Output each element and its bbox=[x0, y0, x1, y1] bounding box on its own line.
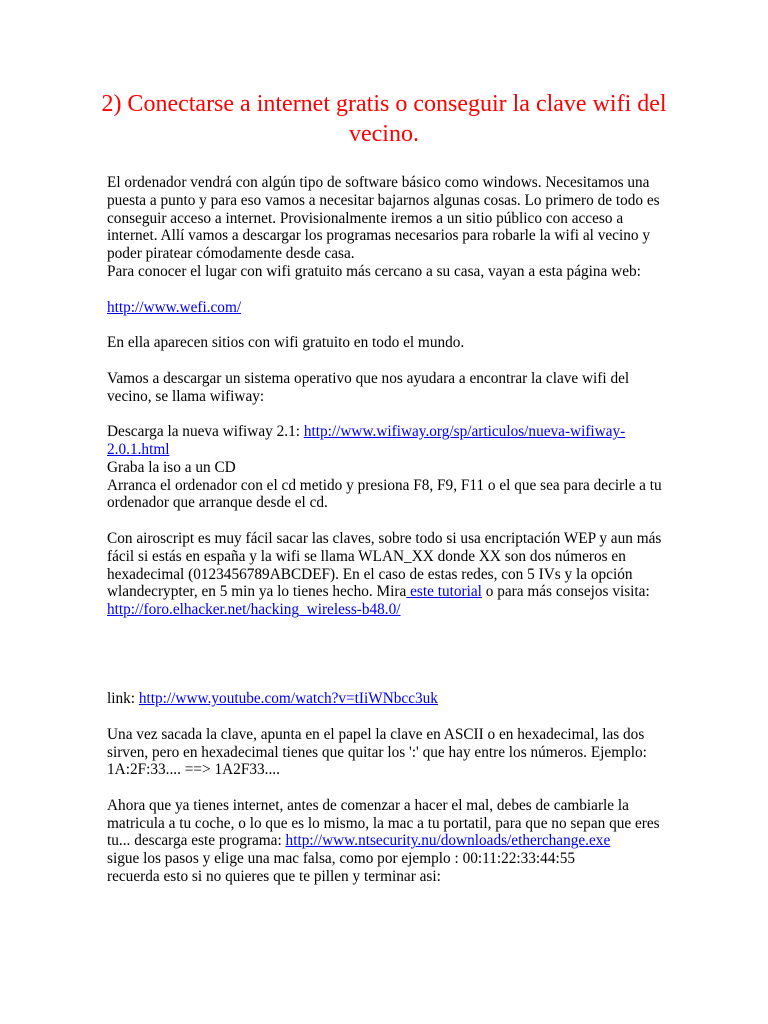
paragraph-wifiway-intro: Vamos a descargar un sistema operativo que nos ayudara a encontrar la clave wifi del vecino, se llama wifiway: bbox=[107, 369, 630, 405]
paragraph-wifi-location: Para conocer el lugar con wifi gratuito más cercano a su casa, vayan a esta página web: bbox=[107, 262, 641, 280]
document-title: 2) Conectarse a internet gratis o conseguir la clave wifi del vecino. bbox=[101, 91, 667, 147]
paragraph-fake-mac: sigue los pasos y elige una mac falsa, como por ejemplo : 00:11:22:33:44:55 bbox=[107, 850, 576, 868]
paragraph-change-mac bbox=[107, 797, 667, 850]
paragraph-intro: El ordenador vendrá con algún tipo de software básico como windows. Necesitamos una puesta a punto y para eso vamos a necesitar bajarnos algunas cosas. Lo primero de todo es conseguir acceso a internet. Provisionalmente iremos a un sitio público con acceso a internet. Allí vamos a descargar los programas necesarios para robarle la wifi al vecino y poder piratear cómodamente desde casa. bbox=[107, 174, 660, 263]
paragraph-youtube bbox=[107, 690, 667, 708]
ntsecurity-link[interactable]: http://www.ntsecurity.nu/downloads/etherchange.exe bbox=[285, 832, 611, 850]
youtube-link[interactable]: http://www.youtube.com/watch?v=tIiWNbcc3uk bbox=[138, 690, 438, 708]
paragraph-burn-iso: Graba la iso a un CD bbox=[107, 458, 236, 476]
elhacker-link[interactable]: http://foro.elhacker.net/hacking_wireless-b48.0/ bbox=[107, 601, 401, 619]
paragraph-warning: recuerda esto si no quieres que te pillen y terminar asi: bbox=[107, 868, 441, 886]
youtube-prefix: link: bbox=[107, 690, 139, 708]
tutorial-link[interactable]: este tutorial bbox=[406, 583, 482, 601]
paragraph-airoscript bbox=[107, 530, 667, 619]
wefi-link[interactable]: http://www.wefi.com/ bbox=[107, 298, 242, 316]
paragraph-wefi-link bbox=[107, 299, 667, 317]
change-mac-text: Ahora que ya tienes internet, antes de comenzar a hacer el mal, debes de cambiarle la matricula a tu coche, o lo que es lo mismo, la mac a tu portatil, para que no sepan que eres tu... descarga este programa: bbox=[107, 796, 660, 850]
document-body bbox=[107, 174, 667, 886]
airoscript-suffix: o para más consejos visita: bbox=[481, 583, 650, 601]
download-wifiway-text: Descarga la nueva wifiway 2.1: bbox=[107, 423, 304, 441]
paragraph-wefi-description: En ella aparecen sitios con wifi gratuito en todo el mundo. bbox=[107, 334, 465, 352]
paragraph-boot-cd: Arranca el ordenador con el cd metido y presiona F8, F9, F11 o el que sea para decirle a tu ordenador que arranque desde el cd. bbox=[107, 476, 662, 512]
paragraph-download-wifiway bbox=[107, 423, 667, 459]
paragraph-key-format: Una vez sacada la clave, apunta en el papel la clave en ASCII o en hexadecimal, las dos sirven, pero en hexadecimal tienes que quitar los ':' que hay entre los números. Ejemplo: 1A:2F:33.... ==> 1A2F33.... bbox=[107, 725, 647, 779]
wifiway-link[interactable]: http://www.wifiway.org/sp/articulos/nueva-wifiway-2.0.1.html bbox=[107, 423, 626, 458]
airoscript-text: Con airoscript es muy fácil sacar las claves, sobre todo si usa encriptación WEP y aun más fácil si estás en españa y la wifi se llama WLAN_XX donde XX son dos números en hexadecimal (0123456789ABCDEF). En el caso de estas redes, con 5 IVs y la opción wlandecrypter, en 5 min ya lo tienes hecho. Mira bbox=[107, 529, 662, 601]
